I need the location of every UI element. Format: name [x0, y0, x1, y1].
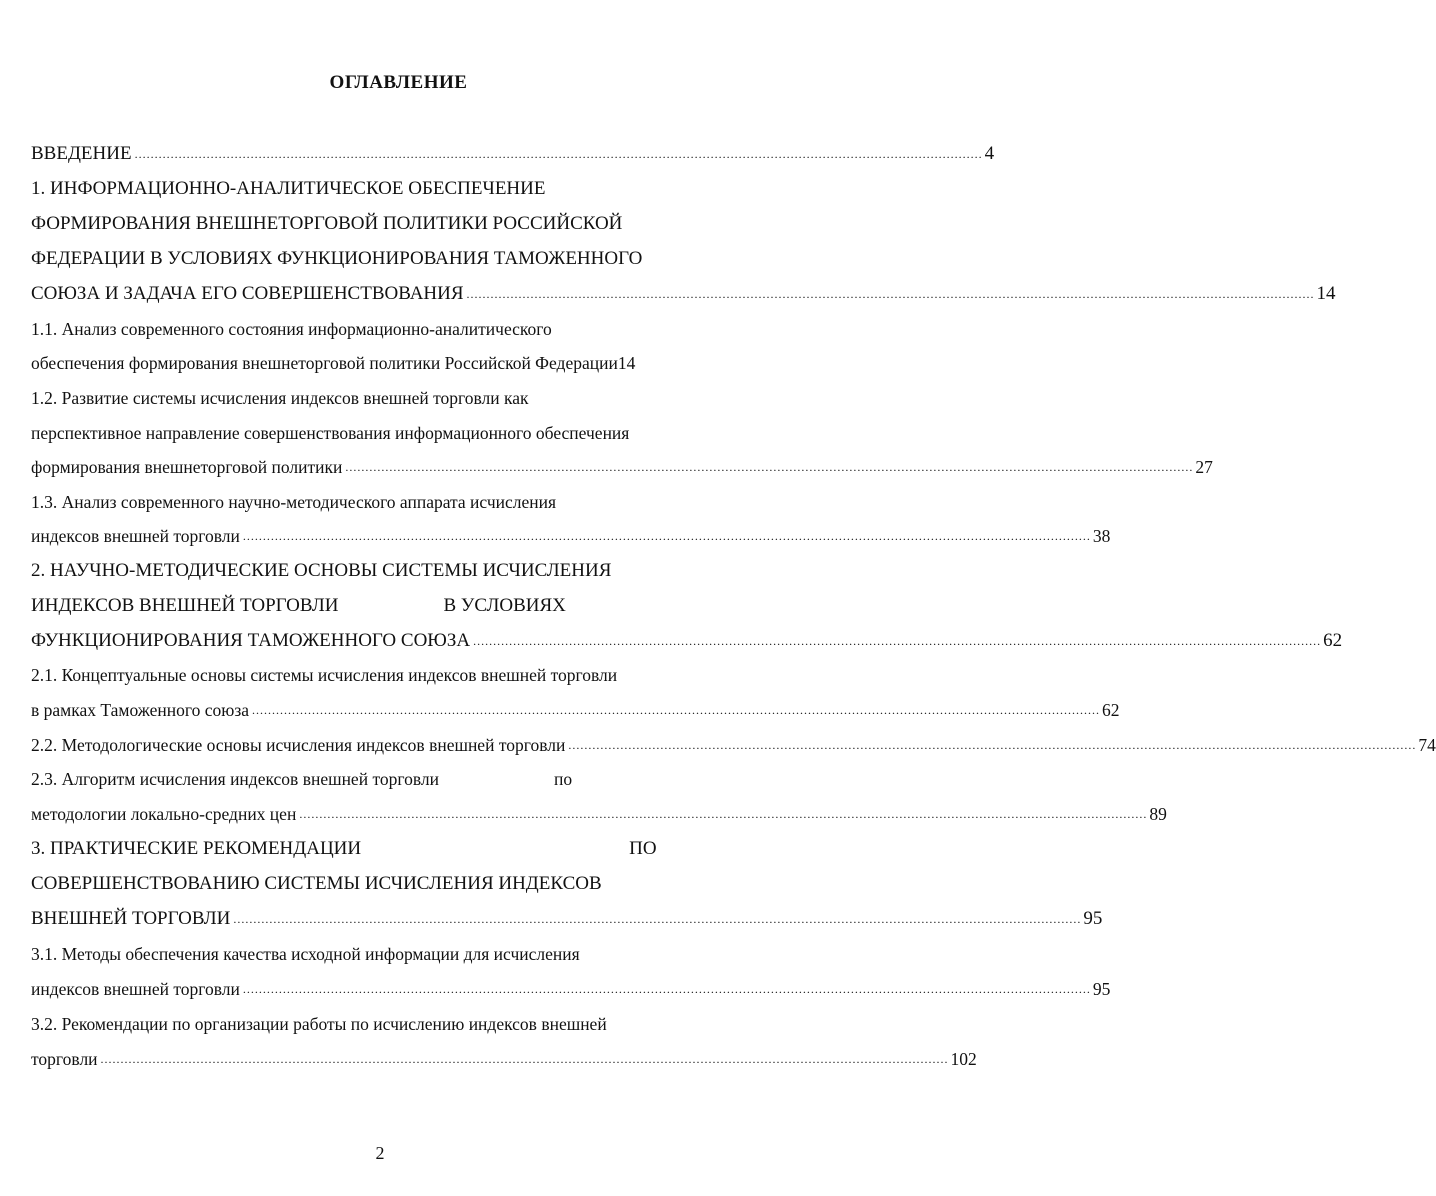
toc-entry-chapter-1-end[interactable]: [31, 279, 1336, 305]
toc-line: 2.2. Методологические основы исчисления индексов внешней торговли: [31, 735, 566, 755]
toc-line: методологии локально-средних цен: [31, 804, 297, 824]
toc-line: СОЮЗА И ЗАДАЧА ЕГО СОВЕРШЕНСТВОВАНИЯ: [31, 283, 464, 304]
toc-entry-section-1-2-end[interactable]: [31, 452, 1213, 478]
toc-line: по: [553, 769, 573, 789]
toc-line: 3.2. Рекомендации по организации работы по исчислению индексов внешней: [31, 1014, 607, 1034]
toc-line: 1.2. Развитие системы исчисления индексов внешней торговли как: [31, 388, 529, 408]
toc-line: обеспечения формирования внешнеторговой политики Российской Федерации: [31, 353, 618, 373]
toc-entry-chapter-1-cont[interactable]: [31, 244, 731, 270]
toc-page-number: 4: [984, 143, 995, 164]
toc-entry-chapter-3-cont[interactable]: [31, 869, 731, 895]
toc-line: 2.1. Концептуальные основы системы исчисления индексов внешней торговли: [31, 665, 618, 685]
toc-line: индексов внешней торговли: [31, 979, 240, 999]
toc-line: ВНЕШНЕЙ ТОРГОВЛИ: [31, 908, 231, 929]
toc-entry-section-3-2[interactable]: [31, 1009, 731, 1035]
toc-page-number: 95: [1083, 908, 1103, 929]
dot-leader: ....................................................................................................................................................................................................................: [242, 982, 1091, 996]
toc-entry-section-1-2[interactable]: [31, 383, 731, 409]
toc-entry-section-1-1-end[interactable]: [31, 348, 731, 374]
toc-line: 1.3. Анализ современного научно-методического аппарата исчисления: [31, 492, 557, 512]
toc-entry-chapter-2[interactable]: [31, 556, 731, 582]
toc-line: ФОРМИРОВАНИЯ ВНЕШНЕТОРГОВОЙ ПОЛИТИКИ РОССИЙСКОЙ: [31, 213, 623, 234]
toc-line: 1.1. Анализ современного состояния информационно-аналитического: [31, 319, 552, 339]
toc-entry-chapter-1[interactable]: [31, 174, 731, 200]
toc-page-number: 27: [1195, 457, 1213, 477]
toc-page-number: 62: [1323, 630, 1343, 651]
toc-line: формирования внешнеторговой политики: [31, 457, 343, 477]
toc-line: индексов внешней торговли: [31, 526, 240, 546]
toc-entry-chapter-1-cont[interactable]: [31, 209, 731, 235]
toc-entry-section-2-3[interactable]: [31, 764, 731, 790]
dot-leader: ....................................................................................................................................................................................................................: [466, 287, 1315, 301]
toc-page-number: 14: [1316, 283, 1336, 304]
toc-line: 1. ИНФОРМАЦИОННО-АНАЛИТИЧЕСКОЕ ОБЕСПЕЧЕНИЕ: [31, 178, 546, 199]
toc-line: перспективное направление совершенствования информационного обеспечения: [31, 423, 630, 443]
dot-leader: ....................................................................................................................................................................................................................: [568, 738, 1417, 752]
toc-line: торговли: [31, 1049, 98, 1069]
toc-page-number: 38: [1092, 526, 1111, 546]
toc-entry-section-1-2-cont[interactable]: [31, 418, 731, 444]
toc-line: 2.3. Алгоритм исчисления индексов внешней торговли: [31, 769, 439, 789]
toc-line: В УСЛОВИЯХ: [443, 595, 566, 616]
toc-line: 3.1. Методы обеспечения качества исходной информации для исчисления: [31, 944, 580, 964]
toc-entry-section-3-2-end[interactable]: [31, 1044, 977, 1070]
toc-entry-chapter-2-end[interactable]: [31, 626, 1343, 652]
dot-leader: ....................................................................................................................................................................................................................: [242, 529, 1091, 543]
toc-page-number: 95: [1092, 979, 1111, 999]
toc-line: 2. НАУЧНО-МЕТОДИЧЕСКИЕ ОСНОВЫ СИСТЕМЫ ИСЧИСЛЕНИЯ: [31, 560, 612, 581]
toc-page-number: 89: [1149, 804, 1167, 824]
toc-line: ФЕДЕРАЦИИ В УСЛОВИЯХ ФУНКЦИОНИРОВАНИЯ ТАМОЖЕННОГО: [31, 248, 643, 269]
toc-line: 3. ПРАКТИЧЕСКИЕ РЕКОМЕНДАЦИИ: [31, 838, 362, 859]
toc-page-number: 62: [1102, 700, 1120, 720]
dot-leader: ....................................................................................................................................................................................................................: [473, 634, 1322, 648]
dot-leader: ....................................................................................................................................................................................................................: [100, 1052, 949, 1066]
toc-entry-section-1-3[interactable]: [31, 487, 731, 513]
toc-page-number: 102: [950, 1049, 977, 1069]
toc-line: в рамках Таможенного союза: [31, 700, 250, 720]
toc-entry-section-1-3-end[interactable]: [31, 521, 1111, 547]
toc-entry-section-1-1[interactable]: [31, 314, 731, 340]
toc-line: ПО: [629, 838, 657, 859]
toc-page-number: 14: [617, 353, 636, 373]
toc-entry-chapter-3-end[interactable]: [31, 904, 1103, 930]
toc-entry-introduction[interactable]: [31, 139, 995, 165]
toc-entry-chapter-3[interactable]: [31, 834, 731, 860]
toc-entry-section-3-1-end[interactable]: [31, 974, 1111, 1000]
page-number: 2: [375, 1143, 385, 1163]
dot-leader: ....................................................................................................................................................................................................................: [345, 460, 1194, 474]
toc-line: ФУНКЦИОНИРОВАНИЯ ТАМОЖЕННОГО СОЮЗА: [31, 630, 471, 651]
toc-entry-section-2-2[interactable]: [31, 730, 1436, 756]
toc-page-number: 74: [1418, 735, 1436, 755]
toc-entry-chapter-2-cont[interactable]: [31, 591, 731, 617]
dot-leader: ....................................................................................................................................................................................................................: [134, 147, 983, 161]
page-title: ОГЛАВЛЕНИЕ: [329, 72, 468, 93]
toc-entry-section-2-1-end[interactable]: [31, 695, 1120, 721]
dot-leader: ....................................................................................................................................................................................................................: [233, 912, 1082, 926]
toc-entry-section-3-1[interactable]: [31, 939, 731, 965]
toc-line: ВВЕДЕНИЕ: [31, 143, 132, 164]
dot-leader: ....................................................................................................................................................................................................................: [299, 807, 1148, 821]
toc-entry-section-2-3-end[interactable]: [31, 799, 1167, 825]
toc-line: ИНДЕКСОВ ВНЕШНЕЙ ТОРГОВЛИ: [31, 595, 339, 616]
dot-leader: ....................................................................................................................................................................................................................: [252, 703, 1101, 717]
toc-line: СОВЕРШЕНСТВОВАНИЮ СИСТЕМЫ ИСЧИСЛЕНИЯ ИНДЕКСОВ: [31, 873, 602, 894]
toc-entry-section-2-1[interactable]: [31, 660, 731, 686]
